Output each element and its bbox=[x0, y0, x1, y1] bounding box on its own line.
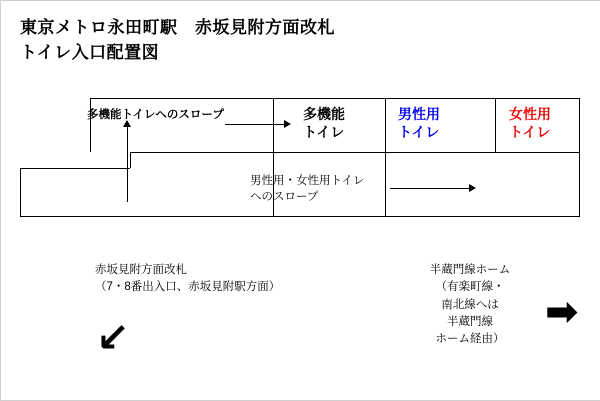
wall-corridor-bottom bbox=[20, 216, 580, 217]
wall-right bbox=[579, 98, 580, 216]
wall-corridor-step bbox=[130, 152, 131, 168]
wall-corridor-top-left bbox=[20, 168, 130, 169]
room-label-multi-line-2: トイレ bbox=[303, 123, 345, 140]
slope-label-mens-womens-line-2: へのスロープ bbox=[250, 190, 319, 203]
legend-platform-line-2: （有楽町線・ bbox=[435, 281, 505, 294]
room-label-mens-toilet bbox=[398, 106, 440, 141]
arrow-multi-head-icon bbox=[284, 120, 291, 128]
room-label-womens-line-1: 女性用 bbox=[509, 106, 551, 122]
wall-divider-womens bbox=[495, 98, 496, 152]
page-title bbox=[20, 16, 335, 65]
legend-ticket-gate bbox=[95, 262, 280, 297]
page-title-line-1: 東京メトロ永田町駅 赤坂見附方面改札 bbox=[20, 18, 335, 37]
room-label-mens-line-2: トイレ bbox=[398, 123, 440, 140]
arrow-corridor-up-line bbox=[127, 126, 128, 202]
legend-platform-line-5: ホーム経由） bbox=[435, 333, 505, 345]
floor-plan bbox=[20, 92, 580, 224]
arrow-mens-womens-line bbox=[390, 188, 470, 189]
room-label-womens-toilet bbox=[509, 106, 551, 141]
legend-ticket-gate-line-2: （7・8番出入口、赤坂見附駅方面） bbox=[95, 281, 281, 294]
wall-corridor-top-mid bbox=[130, 152, 273, 153]
room-label-womens-line-2: トイレ bbox=[509, 123, 551, 140]
wall-top bbox=[90, 98, 580, 99]
arrow-down-left-icon: ↙ bbox=[96, 315, 130, 361]
wall-divider-multi-mens bbox=[273, 98, 274, 152]
slope-label-mens-womens bbox=[250, 174, 364, 205]
slope-label-mens-womens-line-1: 男性用・女性用トイレ bbox=[250, 175, 365, 187]
legend-platform-line-1: 半蔵門線ホーム bbox=[429, 264, 511, 276]
arrow-mens-womens-head-icon bbox=[469, 184, 476, 192]
wall-corridor-left bbox=[20, 168, 21, 216]
wall-divider-mens-womens bbox=[385, 98, 386, 216]
legend-platform-line-4: 半蔵門線 bbox=[447, 315, 493, 328]
arrow-multi-line bbox=[225, 124, 285, 125]
slope-label-multi-purpose: 多機能トイレへのスロープ bbox=[87, 109, 224, 121]
room-label-multi-line-1: 多機能 bbox=[303, 106, 345, 122]
room-label-mens-line-1: 男性用 bbox=[398, 106, 440, 122]
legend-platform-line-3: 南北線へは bbox=[441, 298, 499, 311]
legend-ticket-gate-line-1: 赤坂見附方面改札 bbox=[95, 264, 187, 276]
room-label-multi-purpose-toilet bbox=[303, 106, 345, 141]
arrow-right-icon: ➡ bbox=[545, 289, 579, 335]
legend-platform bbox=[410, 262, 530, 348]
page-title-line-2: トイレ入口配置図 bbox=[20, 42, 160, 62]
arrow-corridor-up-head-icon bbox=[123, 120, 131, 127]
wall-corridor-top-right bbox=[273, 152, 385, 153]
